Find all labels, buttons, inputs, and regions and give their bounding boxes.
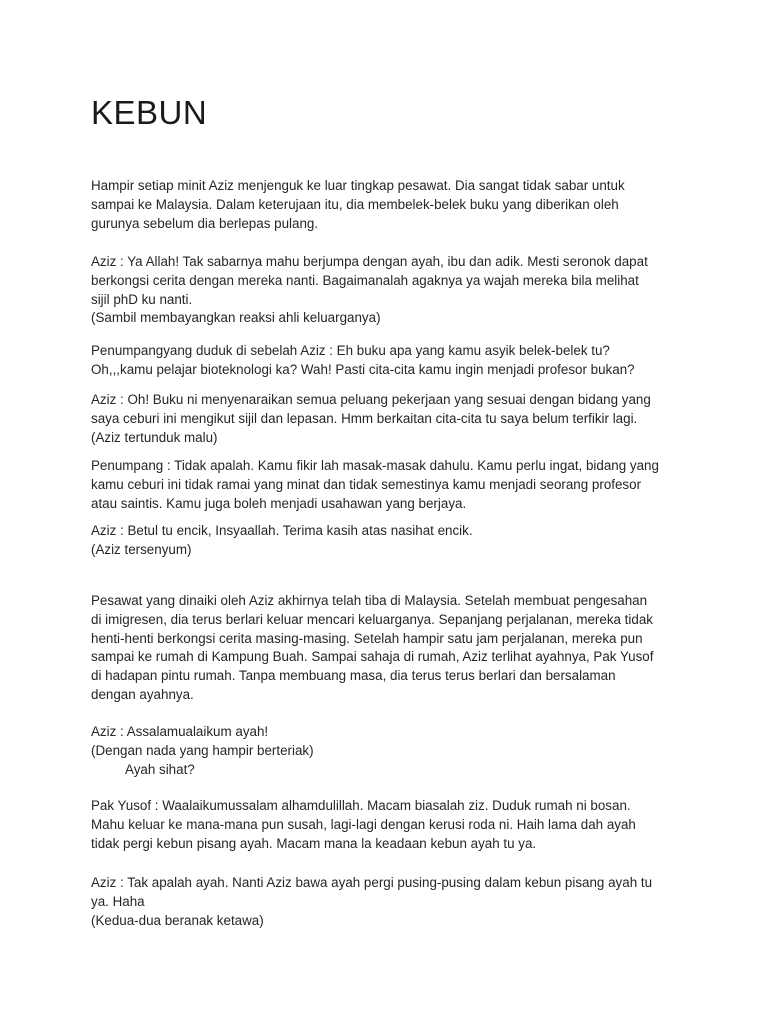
paragraph-dialogue-passenger-2 <box>91 457 691 513</box>
text-line: ya. Haha <box>91 893 145 909</box>
paragraph-dialogue-aziz-1 <box>91 253 691 328</box>
text-line: berkongsi cerita dengan mereka nanti. Bagaimanalah agaknya ya wajah mereka bila melihat <box>91 272 639 288</box>
text-line: sijil phD ku nanti. <box>91 291 193 307</box>
paragraph-dialogue-pak-yusof <box>91 797 691 853</box>
paragraph-dialogue-aziz-3 <box>91 522 691 560</box>
text-line: (Aziz tertunduk malu) <box>91 429 218 445</box>
text-line: Hampir setiap minit Aziz menjenguk ke luar tingkap pesawat. Dia sangat tidak sabar untuk <box>91 178 625 193</box>
text-line: sampai ke Malaysia. Dalam keterujaan itu, dia membelek-belek buku yang diberikan oleh <box>91 196 619 212</box>
text-line: di imigresen, dia terus berlari keluar mencari keluarganya. Sepanjang perjalanan, mereka tidak <box>91 611 653 627</box>
document-title: KEBUN <box>91 94 208 131</box>
text-line: Aziz : Ya Allah! Tak sabarnya mahu berjumpa dengan ayah, ibu dan adik. Mesti seronok dapat <box>91 254 648 269</box>
text-line: Ayah sihat? <box>125 761 195 777</box>
text-line: kamu ceburi ini tidak ramai yang minat dan tidak semestinya kamu menjadi seorang profesor <box>91 476 642 492</box>
paragraph-dialogue-aziz-4 <box>91 723 691 779</box>
text-line: sampai ke rumah di Kampung Buah. Sampai sahaja di rumah, Aziz terlihat ayahnya, Pak Yusof <box>91 649 654 665</box>
text-line: atau saintis. Kamu juga boleh menjadi usahawan yang berjaya. <box>91 495 467 511</box>
text-line: (Aziz tersenyum) <box>91 541 192 557</box>
text-line: gurunya sebelum dia berlepas pulang. <box>91 215 319 231</box>
text-line: (Kedua-dua beranak ketawa) <box>91 912 264 928</box>
text-line: Penumpang : Tidak apalah. Kamu fikir lah masak-masak dahulu. Kamu perlu ingat, bidang yang <box>91 458 659 473</box>
paragraph-narration-arrival <box>91 592 691 705</box>
text-line: Penumpangyang duduk di sebelah Aziz : Eh buku apa yang kamu asyik belek-belek tu? <box>91 343 610 358</box>
text-line: (Dengan nada yang hampir berteriak) <box>91 742 314 758</box>
paragraph-intro <box>91 177 691 233</box>
text-line: dengan ayahnya. <box>91 686 194 702</box>
text-line: (Sambil membayangkan reaksi ahli keluarganya) <box>91 310 381 326</box>
text-line: Aziz : Betul tu encik, Insyaallah. Terima kasih atas nasihat encik. <box>91 523 473 538</box>
text-line: Aziz : Assalamualaikum ayah! <box>91 724 269 739</box>
text-line: Pesawat yang dinaiki oleh Aziz akhirnya telah tiba di Malaysia. Setelah membuat pengesahan <box>91 593 648 608</box>
text-line: tidak pergi kebun pisang ayah. Macam mana la keadaan kebun ayah tu ya. <box>91 835 537 851</box>
text-line: Aziz : Tak apalah ayah. Nanti Aziz bawa ayah pergi pusing-pusing dalam kebun pisang ayah tu <box>91 875 653 890</box>
text-line: Oh,,,kamu pelajar bioteknologi ka? Wah! Pasti cita-cita kamu ingin menjadi profesor bukan? <box>91 361 635 377</box>
text-line: henti-henti berkongsi cerita masing-masing. Setelah hampir satu jam perjalanan, mereka pun <box>91 630 643 646</box>
text-line: Mahu keluar ke mana-mana pun susah, lagi-lagi dengan kerusi roda ni. Haih lama dah ayah <box>91 816 636 832</box>
paragraph-dialogue-aziz-5 <box>91 874 691 930</box>
text-line: di hadapan pintu rumah. Tanpa membuang masa, dia terus terus berlari dan bersalaman <box>91 668 616 684</box>
text-line: Pak Yusof : Waalaikumussalam alhamdulillah. Macam biasalah ziz. Duduk rumah ni bosan. <box>91 798 631 813</box>
paragraph-dialogue-passenger-1 <box>91 342 691 380</box>
text-line: Aziz : Oh! Buku ni menyenaraikan semua peluang pekerjaan yang sesuai dengan bidang yang <box>91 392 651 407</box>
text-line: saya ceburi ini mengikut sijil dan lepasan. Hmm berkaitan cita-cita tu saya belum terfikir lagi. <box>91 410 638 426</box>
paragraph-dialogue-aziz-2 <box>91 391 691 447</box>
